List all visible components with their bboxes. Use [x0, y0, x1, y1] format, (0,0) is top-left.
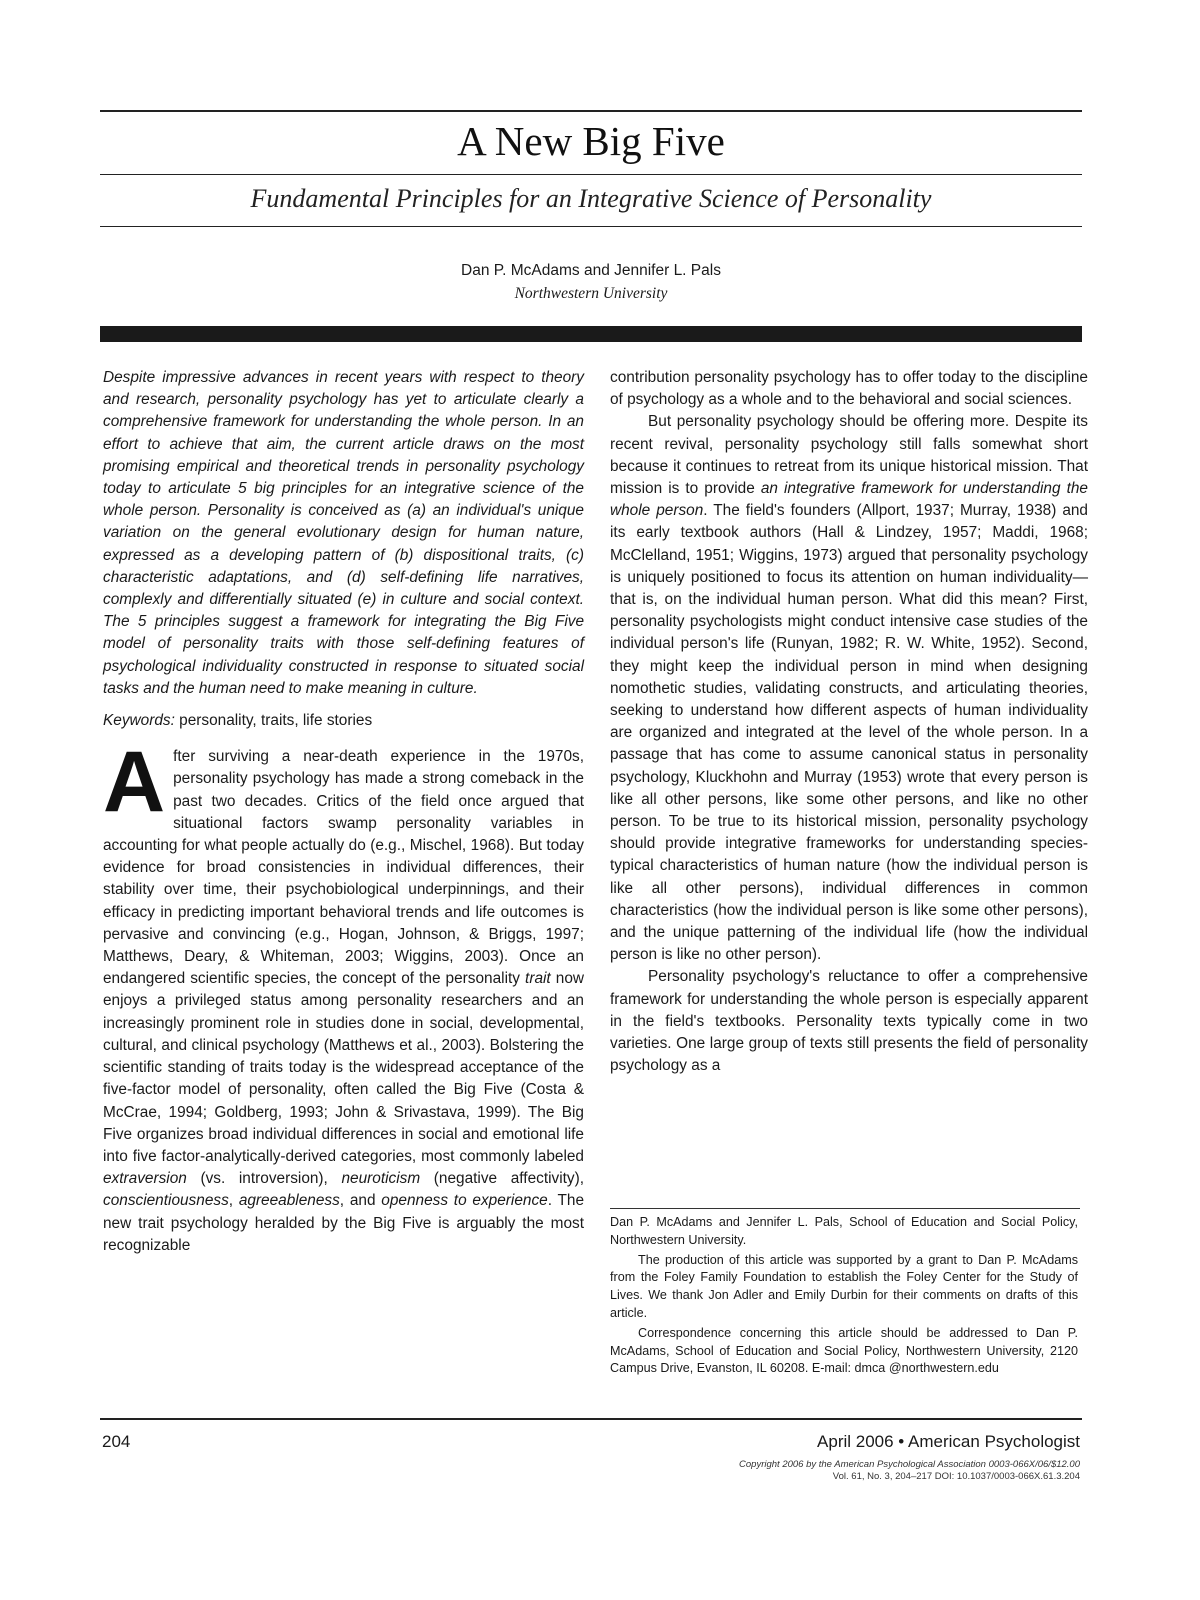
body-text: . The new trait psychology heralded by the Big Five is arguably the most recognizable [103, 1192, 585, 1254]
page-number: 204 [102, 1432, 131, 1451]
term-neuroticism: neuroticism [341, 1170, 421, 1188]
abstract: Despite impressive advances in recent years with respect to theory and research, personality psychology has yet to articulate clearly a comprehensive framework for understanding the whole person. In an effort to achieve that aim, the current article draws on the most promising empirical and theoretical trends in personality psychology today to articulate 5 big principles for an integrative science of the whole person. Personality is conceived as (a) an individual's unique variation on the general evolutionary design for human nature, expressed as a developing pattern of (b) dispositional traits, (c) characteristic adaptations, and (d) self-defining life narratives, complexly and differentially situated (e) in culture and social context. The 5 principles suggest a framework for integrating the Big Five model of personality traits with those self-defining features of psychological individuality constructed in response to situated social tasks and the human need to make meaning in culture. [103, 369, 584, 697]
term-openness: openness to experience [381, 1192, 548, 1210]
emphasis-text: an integrative framework for understanding the whole person [610, 480, 1088, 520]
term-trait: trait [525, 970, 551, 988]
volume-doi-line: Vol. 61, No. 3, 204–217 DOI: 10.1037/0003-066X.61.3.204 [832, 1471, 1080, 1482]
copyright-line: Copyright 2006 by the American Psychological Association 0003-066X/06/$12.00 [739, 1459, 1080, 1470]
body-text: now enjoys a privileged status among personality researchers and an increasingly prominent role in studies done in social, developmental, cultural, and clinical psychology (Matthews et al., 2003). Bolstering the scientific standing of traits today is the widespread acceptance of the five-factor model of personality, often called the Big Five (Costa & McCrae, 1994; Goldberg, 1993; John & Srivastava, 1999). The Big Five organizes broad individual differences in social and emotional life into five factor-analytically-derived categories, most commonly labeled [103, 970, 584, 1165]
author-list: Dan P. McAdams and Jennifer L. Pals [461, 262, 721, 279]
body-text: , [228, 1192, 239, 1210]
body-text: , and [339, 1192, 382, 1210]
body-text: (negative affectivity), [420, 1170, 585, 1188]
footer-rule [100, 1418, 1082, 1420]
footnote-affiliation: Dan P. McAdams and Jennifer L. Pals, School of Education and Social Policy, Northwestern University. [610, 1215, 1078, 1247]
term-agreeableness: agreeableness [238, 1192, 340, 1210]
left-column [103, 367, 584, 1257]
article-subtitle: Fundamental Principles for an Integrative Science of Personality [250, 184, 932, 213]
subtitle-rule [100, 226, 1082, 227]
footnote-correspondence: Correspondence concerning this article should be addressed to Dan P. McAdams, School of Education and Social Policy, Northwestern University, 2120 Campus Drive, Evanston, IL 60208. E-mail: dmca @northwestern.edu [610, 1325, 1078, 1376]
term-conscientiousness: conscientiousness [103, 1192, 229, 1210]
top-rule [100, 110, 1082, 112]
right-column [610, 367, 1088, 1078]
body-paragraph-3: Personality psychology's reluctance to offer a comprehensive framework for understanding the whole person is especially apparent in the field's textbooks. Personality texts typically come in two varieties. One large group of texts still presents the field of personality psychology as a [610, 968, 1088, 1075]
footnotes [610, 1214, 1078, 1378]
drop-cap: A [103, 734, 166, 831]
article-title: A New Big Five [457, 118, 725, 164]
body-paragraph-2 [610, 411, 1088, 966]
header-bar [100, 326, 1082, 342]
term-extraversion: extraversion [103, 1170, 187, 1188]
body-text: (vs. introversion), [186, 1170, 342, 1188]
keywords-label: Keywords: [103, 712, 175, 730]
body-text: fter surviving a near-death experience in the 1970s, personality psychology has made a strong comeback in the past two decades. Critics of the field once argued that situational factors swamp personality variables in accounting for what people actually do (e.g., Mischel, 1968). But today evidence for broad consistencies in individual differences, their stability over time, their psychobiological underpinnings, and their efficacy in predicting important behavioral trends and life outcomes is pervasive and convincing (e.g., Hogan, Johnson, & Briggs, 1997; Matthews, Deary, & Whiteman, 2003; Wiggins, 2003). Once an endangered scientific species, the concept of the personality [103, 748, 584, 988]
body-paragraph-continued: contribution personality psychology has to offer today to the discipline of psychology as a whole and to the behavioral and social sciences. [610, 369, 1088, 409]
keywords [103, 710, 584, 732]
keywords-list: personality, traits, life stories [179, 712, 373, 730]
footnote-rule [610, 1208, 1080, 1209]
body-paragraph-1 [103, 734, 585, 1257]
title-rule [100, 174, 1082, 175]
author-affiliation: Northwestern University [514, 285, 668, 302]
body-text: But personality psychology should be offering more. Despite its recent revival, personality psychology still falls somewhat short because it continues to retreat from its unique historical mission. That mission is to provide [610, 413, 1088, 498]
journal-citation: April 2006 • American Psychologist [817, 1432, 1080, 1451]
body-text: . The field's founders (Allport, 1937; Murray, 1938) and its early textbook authors (Hall & Lindzey, 1957; Maddi, 1968; McClelland, 1951; Wiggins, 1973) argued that personality psychology is uniquely positioned to focus its attention on human individuality—that is, on the individual human person. What did this mean? First, personality psychologists might conduct intensive case studies of the individual person's life (Runyan, 1982; R. W. White, 1952). Second, they might keep the individual person in mind when designing nomothetic studies, validating constructs, and articulating theories, seeking to understand how different aspects of human individuality are organized and integrated at the level of the whole person. In a passage that has come to assume canonical status in personality psychology, Kluckhohn and Murray (1953) wrote that every person is like all other persons, like some other persons, and like no other person. To be true to its historical mission, personality psychology should provide integrative frameworks for understanding species-typical characteristics of human nature (how the individual person is like all other persons), individual differences in common characteristics (how the individual person is like some other persons), and the unique patterning of the individual life (how the individual person is like no other person). [610, 502, 1088, 964]
footnote-funding: The production of this article was supported by a grant to Dan P. McAdams from the Foley Family Foundation to establish the Foley Center for the Study of Lives. We thank Jon Adler and Emily Durbin for their comments on drafts of this article. [610, 1252, 1078, 1320]
